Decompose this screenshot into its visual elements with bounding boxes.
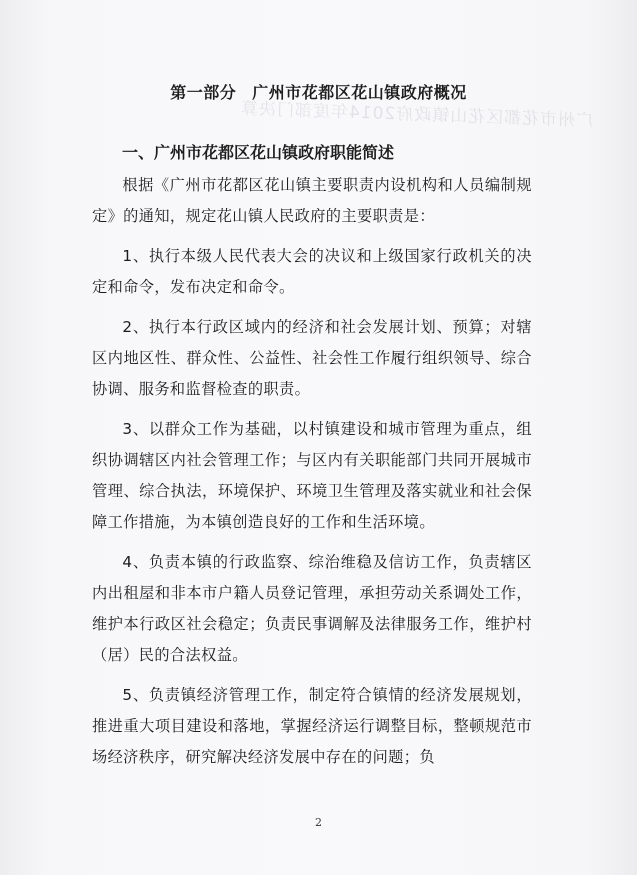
paragraph-duty-3: 3、以群众工作为基础，以村镇建设和城市管理为重点，组织协调辖区内社会管理工作；与区内有关职能部门共同开展城市管理、综合执法，环境保护、环境卫生管理及落实就业和社会保障工作措施，为本镇创造良好的工作和生活环境。 bbox=[92, 420, 532, 531]
page-number: 2 bbox=[315, 816, 322, 829]
paragraph-duty-5: 5、负责镇经济管理工作，制定符合镇情的经济发展规划，推进重大项目建设和落地，掌握经济运行调整目标，整顿规范市场经济秩序，研究解决经济发展中存在的问题；负 bbox=[92, 686, 532, 766]
paragraph-duty-2: 2、执行本行政区域内的经济和社会发展计划、预算；对辖区内地区性、群众性、公益性、社会性工作履行组织领导、综合协调、服务和监督检查的职责。 bbox=[92, 318, 532, 398]
bleed-through-text: 广州市花都区花山镇政府2014年度部门决算 bbox=[239, 98, 594, 132]
title-name: 广州市花都区花山镇政府概况 bbox=[252, 83, 467, 102]
document-body bbox=[92, 170, 532, 782]
page-title bbox=[0, 80, 637, 103]
title-part: 第一部分 bbox=[170, 83, 237, 102]
paragraph-intro: 根据《广州市花都区花山镇主要职责内设机构和人员编制规定》的通知，规定花山镇人民政府的主要职责是： bbox=[92, 176, 532, 225]
section-heading: 一、广州市花都区花山镇政府职能简述 bbox=[122, 143, 395, 162]
paragraph-duty-1: 1、执行本级人民代表大会的决议和上级国家行政机关的决定和命令，发布决定和命令。 bbox=[92, 247, 532, 296]
paragraph-duty-4: 4、负责本镇的行政监察、综治维稳及信访工作，负责辖区内出租屋和非本市户籍人员登记管理，承担劳动关系调处工作，维护本行政区社会稳定；负责民事调解及法律服务工作，维护村（居）民的合法权益。 bbox=[92, 553, 532, 664]
